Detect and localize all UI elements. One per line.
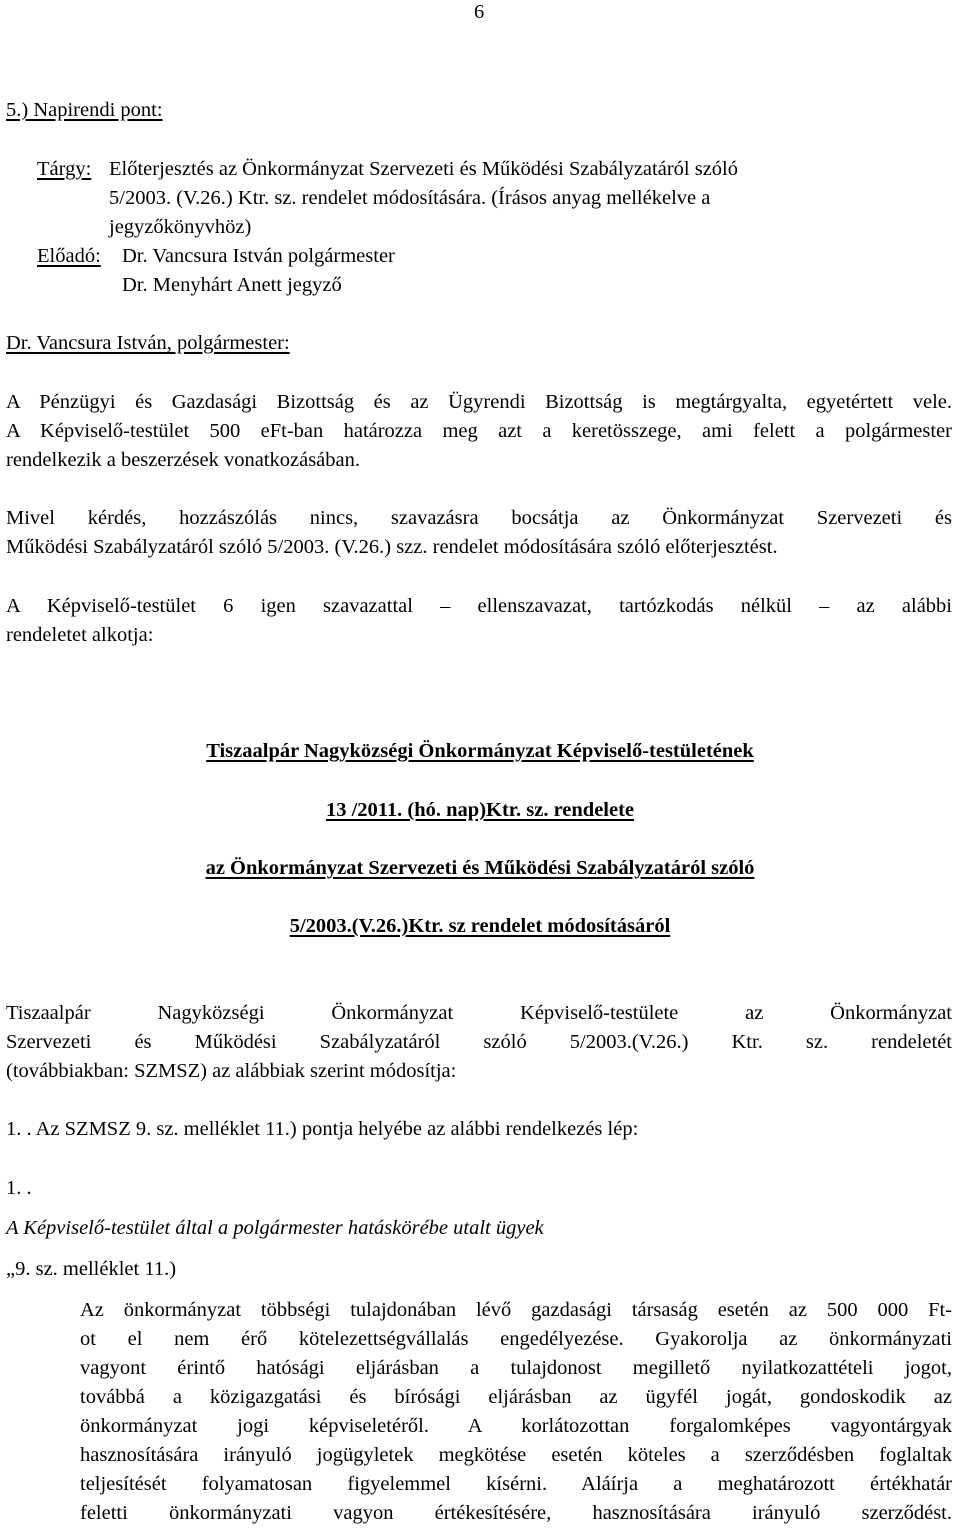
p1-line-2: A Képviselő-testület 500 eFt-ban határozza meg azt a keretösszege, ami felett a polgármester [6, 420, 952, 442]
quote-line-7: teljesítését folyamatosan figyelemmel kísérni. Aláírja a meghatározott értékhatár [80, 1473, 952, 1495]
subject-line-1: Előterjesztés az Önkormányzat Szervezeti és Működési Szabályzatáról szóló [109, 158, 738, 180]
decree-title-4: 5/2003.(V.26.)Ktr. sz rendelet módosításáról [289, 915, 671, 937]
intro-line-2: Szervezeti és Működési Szabályzatáról szóló 5/2003.(V.26.) Ktr. sz. rendeletét [6, 1031, 952, 1053]
p1-line-1: A Pénzügyi és Gazdasági Bizottság és az Ügyrendi Bizottság is megtárgyalta, egyetértett vele. [6, 391, 952, 413]
speaker-heading: Dr. Vancsura István, polgármester: [6, 332, 290, 354]
quote-line-3: vagyont érintő hatósági eljárásban a tulajdonost megillető nyilatkozattételi jogot, [80, 1357, 952, 1379]
agenda-heading: 5.) Napirendi pont: [6, 99, 163, 121]
presenter-2: Dr. Menyhárt Anett jegyző [122, 274, 342, 296]
quote-line-5: önkormányzat jogi képviseletéről. A korlátozottan forgalomképes vagyontárgyak [80, 1415, 952, 1437]
intro-line-3: (továbbiakban: SZMSZ) az alábbiak szerint módosítja: [6, 1060, 457, 1082]
quote-line-1: Az önkormányzat többségi tulajdonában lévő gazdasági társaság esetén az 500 000 Ft- [80, 1299, 952, 1321]
decree-title-3: az Önkormányzat Szervezeti és Működési Szabályzatáról szóló [205, 857, 755, 879]
intro-line-1: Tiszaalpár Nagyközségi Önkormányzat Képviselő-testülete az Önkormányzat [6, 1002, 952, 1024]
p3-line-2: rendeletet alkotja: [6, 624, 154, 646]
decree-title-1: Tiszaalpár Nagyközségi Önkormányzat Képviselő-testületének [206, 740, 754, 762]
p2-line-2: Működési Szabályzatáról szóló 5/2003. (V.26.) szz. rendelet módosítására szóló előterjesztést. [6, 536, 778, 558]
decree-title-2: 13 /2011. (hó. nap)Ktr. sz. rendelete [325, 799, 635, 821]
quote-line-6: hasznosítására irányuló jogügyletek megkötése esetén köteles a szerződésben foglaltak [80, 1444, 952, 1466]
section-title: A Képviselő-testület által a polgármester hatáskörébe utalt ügyek [6, 1217, 544, 1239]
p1-line-3: rendelkezik a beszerzések vonatkozásában. [6, 449, 361, 471]
quote-start: „9. sz. melléklet 11.) [6, 1258, 177, 1280]
quote-line-4: továbbá a közigazgatási és bírósági eljárásban az ügyfél jogát, gondoskodik az [80, 1386, 952, 1408]
subject-line-2: 5/2003. (V.26.) Ktr. sz. rendelet módosítására. (Írásos anyag mellékelve a [109, 187, 711, 209]
p2-line-1: Mivel kérdés, hozzászólás nincs, szavazásra bocsátja az Önkormányzat Szervezeti és [6, 507, 952, 529]
p3-line-1: A Képviselő-testület 6 igen szavazattal – ellenszavazat, tartózkodás nélkül – az alábbi [6, 595, 952, 617]
page-number: 6 [474, 1, 485, 23]
amendment-item-1: 1. . Az SZMSZ 9. sz. melléklet 11.) pontja helyébe az alábbi rendelkezés lép: [6, 1118, 639, 1140]
presenter-label: Előadó: [37, 245, 101, 267]
quote-line-8: feletti önkormányzati vagyon értékesítésére, hasznosítására irányuló szerződést. [80, 1502, 952, 1524]
amendment-item-1-short: 1. . [6, 1177, 32, 1199]
quote-line-2: ot el nem érő kötelezettségvállalás engedélyezése. Gyakorolja az önkormányzati [80, 1328, 952, 1350]
subject-label [37, 155, 91, 184]
subject-line-3: jegyzőkönyvhöz) [109, 216, 252, 238]
presenter-1: Dr. Vancsura István polgármester [122, 245, 395, 267]
subject-label-text: Tárgy: [37, 158, 92, 180]
